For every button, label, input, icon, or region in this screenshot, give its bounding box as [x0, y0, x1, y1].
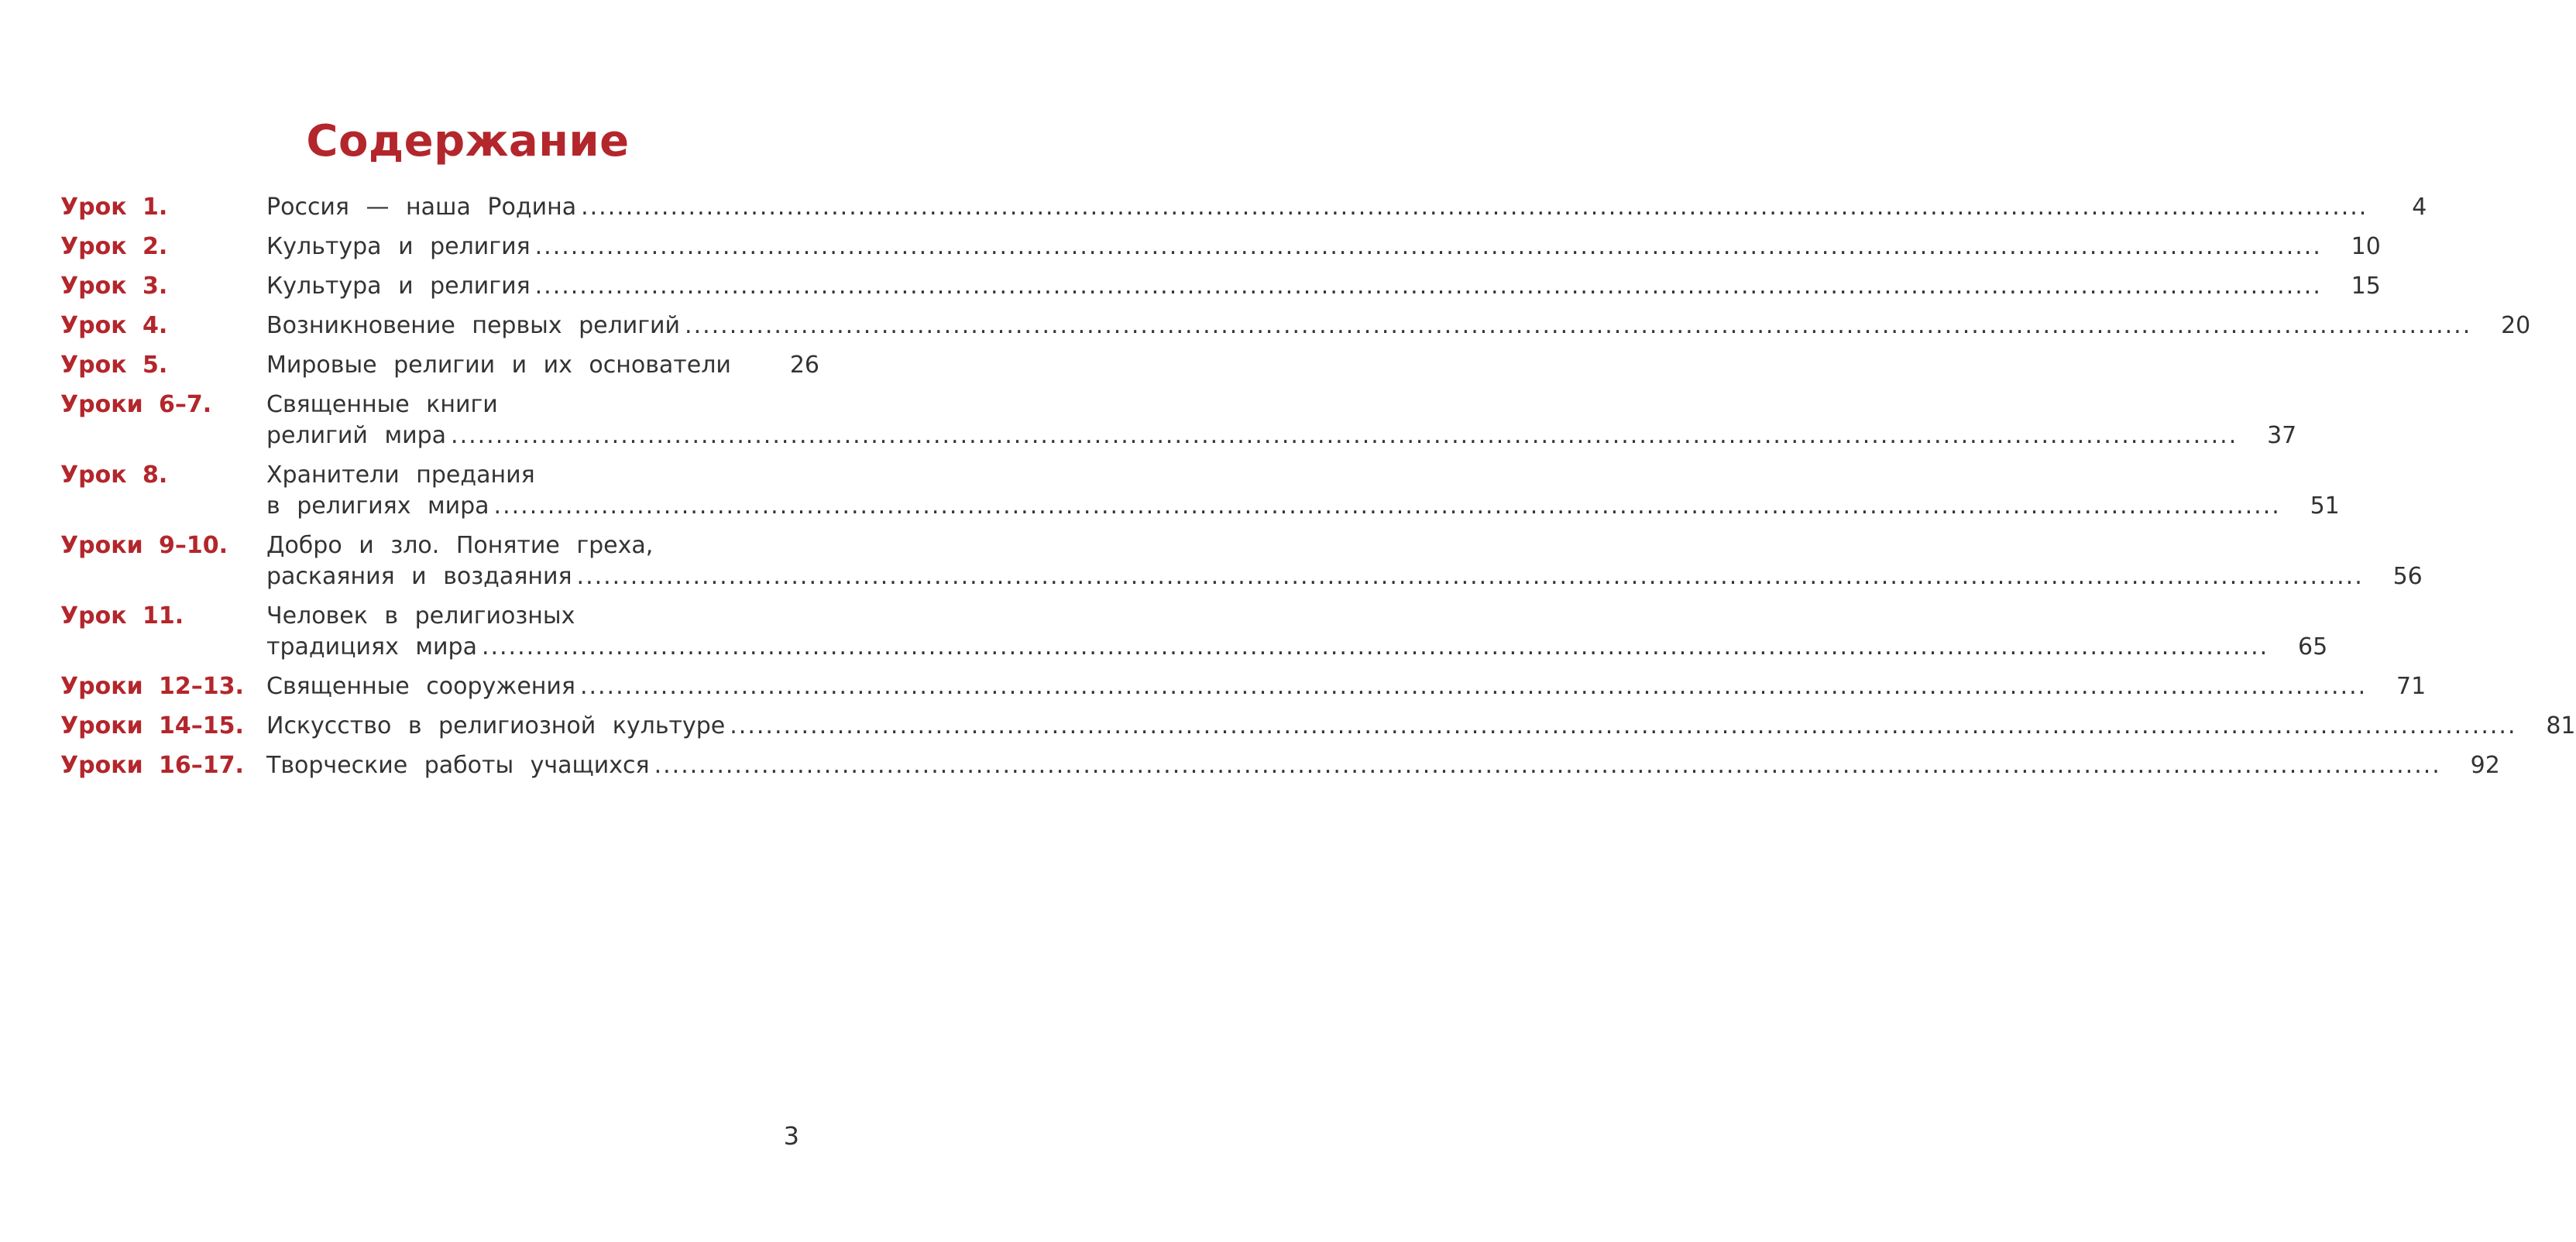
lesson-title [266, 671, 2372, 702]
lesson-label: Урок 5. [60, 352, 168, 379]
toc-entry[interactable] [60, 271, 2381, 302]
lesson-label: Уроки 12–13. [60, 673, 244, 700]
lesson-title-line: Священные книги [266, 391, 498, 418]
lesson-title-last-line [266, 420, 2242, 451]
lesson-title-line: Искусство в религиозной культуре [266, 712, 726, 739]
lesson-title-last-line [266, 192, 2372, 223]
toc-entry[interactable] [60, 389, 2297, 451]
lesson-title-last-line [266, 711, 2522, 742]
toc-entry[interactable] [60, 192, 2427, 223]
toc-entry[interactable] [60, 460, 2340, 522]
lesson-title [266, 232, 2327, 262]
lesson-label: Уроки 16–17. [60, 752, 244, 779]
toc-page-number: 26 [789, 352, 819, 379]
toc-entry[interactable] [60, 232, 2381, 262]
lesson-title-line: Мировые религии и их основатели [266, 352, 731, 379]
toc-page-number: 65 [2298, 633, 2328, 660]
toc-entry[interactable] [60, 601, 2328, 663]
toc-page-number: 15 [2351, 273, 2381, 300]
dot-leader: ........................................................................................................................................................................................................ [685, 312, 2472, 339]
dot-leader: ........................................................................................................................................................................................................ [581, 194, 2368, 221]
lesson-label: Урок 3. [60, 273, 168, 300]
lesson-title-line: Возникновение первых религий [266, 312, 681, 339]
lesson-title-line: религий мира [266, 422, 447, 449]
lesson-title-last-line [266, 350, 765, 381]
lesson-title-last-line [266, 232, 2327, 262]
lesson-label: Уроки 9–10. [60, 532, 228, 559]
lesson-title-line: Творческие работы учащихся [266, 752, 650, 779]
toc-page-number: 51 [2310, 492, 2340, 520]
lesson-label: Урок 11. [60, 602, 184, 630]
toc-page-number: 4 [2412, 194, 2427, 221]
lesson-title-last-line [266, 671, 2372, 702]
lesson-title-line: раскаяния и воздаяния [266, 563, 572, 590]
toc-entry[interactable] [60, 350, 819, 381]
toc-page-number: 37 [2267, 422, 2297, 449]
lesson-title [266, 530, 2368, 592]
dot-leader: ........................................................................................................................................................................................................ [576, 563, 2364, 590]
table-of-contents [60, 192, 2576, 790]
lesson-title-line: Культура и религия [266, 273, 531, 300]
lesson-title [266, 601, 2273, 663]
lesson-label: Урок 1. [60, 194, 168, 221]
dot-leader: ........................................................................................................................................................................................................ [534, 233, 2322, 260]
dot-leader: ........................................................................................................................................................................................................ [654, 752, 2441, 779]
lesson-title [266, 711, 2522, 742]
lesson-title-last-line [266, 561, 2368, 592]
lesson-title [266, 389, 2242, 451]
lesson-title-line: Культура и религия [266, 233, 531, 260]
lesson-title-line: в религиях мира [266, 492, 489, 520]
dot-leader: ........................................................................................................................................................................................................ [730, 712, 2517, 739]
lesson-label: Урок 2. [60, 233, 168, 260]
lesson-label: Урок 8. [60, 461, 168, 489]
page-number: 3 [783, 1121, 799, 1151]
lesson-label: Уроки 6–7. [60, 391, 212, 418]
dot-leader: ........................................................................................................................................................................................................ [579, 673, 2368, 700]
toc-entry[interactable] [60, 310, 2531, 341]
toc-page-number: 10 [2351, 233, 2381, 260]
lesson-title [266, 192, 2372, 223]
toc-page-number: 81 [2546, 712, 2576, 739]
toc-entry[interactable] [60, 671, 2427, 702]
dot-leader: ........................................................................................................................................................................................................ [534, 273, 2322, 300]
page-title: Содержание [306, 116, 630, 166]
lesson-title-last-line [266, 491, 2286, 522]
toc-page-number: 92 [2470, 752, 2500, 779]
toc-entry[interactable] [60, 530, 2423, 592]
lesson-title-line: традициях мира [266, 633, 477, 660]
dot-leader: ........................................................................................................................................................................................................ [451, 422, 2238, 449]
toc-page-number: 71 [2396, 673, 2427, 700]
toc-entry[interactable] [60, 711, 2576, 742]
lesson-title-last-line [266, 310, 2476, 341]
toc-page-number: 56 [2392, 563, 2423, 590]
lesson-title-line: Человек в религиозных [266, 602, 575, 630]
dot-leader: ........................................................................................................................................................................................................ [493, 492, 2281, 520]
dot-leader: ........................................................................................................................................................................................................ [481, 633, 2269, 660]
lesson-title [266, 350, 765, 381]
lesson-label: Урок 4. [60, 312, 168, 339]
lesson-title-line: Добро и зло. Понятие греха, [266, 532, 654, 559]
lesson-label: Уроки 14–15. [60, 712, 244, 739]
toc-page-number: 20 [2501, 312, 2531, 339]
lesson-title-last-line [266, 632, 2273, 663]
lesson-title [266, 310, 2476, 341]
lesson-title-line: Священные сооружения [266, 673, 575, 700]
lesson-title-last-line [266, 271, 2327, 302]
lesson-title [266, 271, 2327, 302]
lesson-title [266, 460, 2286, 522]
toc-entry[interactable] [60, 750, 2500, 781]
lesson-title-last-line [266, 750, 2446, 781]
lesson-title-line: Хранители предания [266, 461, 535, 489]
lesson-title [266, 750, 2446, 781]
lesson-title-line: Россия — наша Родина [266, 194, 577, 221]
